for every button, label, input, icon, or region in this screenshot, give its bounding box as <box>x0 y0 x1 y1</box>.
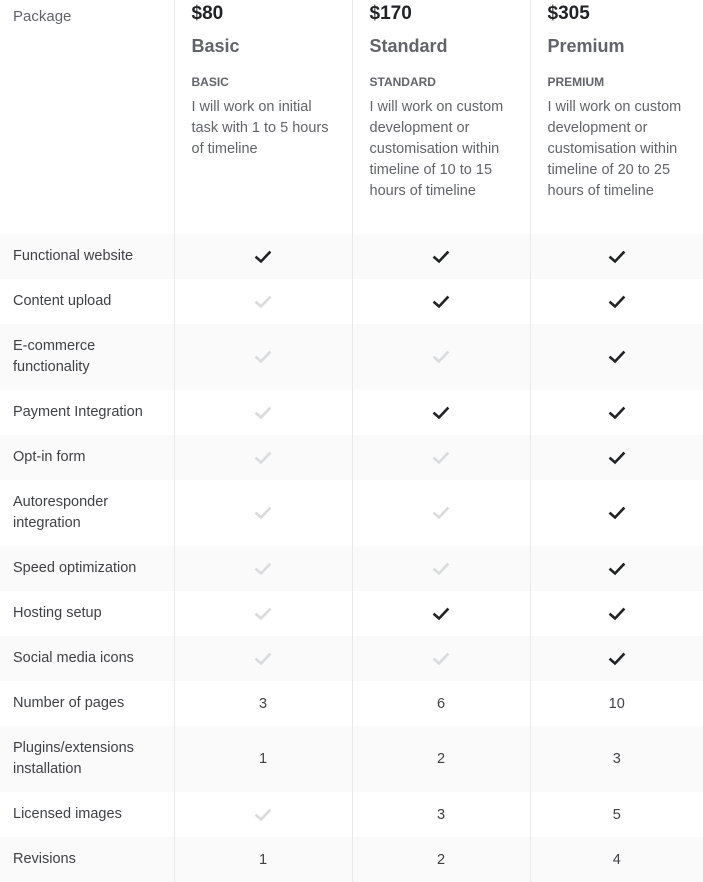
feature-label: Number of pages <box>13 695 125 711</box>
feature-value-cell <box>530 279 703 324</box>
feature-value-cell <box>352 324 530 390</box>
feature-row <box>0 480 703 546</box>
feature-value-cell <box>352 636 530 681</box>
feature-value: 6 <box>436 695 446 712</box>
feature-value-cell <box>530 390 703 435</box>
package-standard[interactable] <box>352 0 530 234</box>
checkmark-icon <box>432 404 450 422</box>
package-name: Basic <box>191 36 240 56</box>
package-basic[interactable] <box>174 0 352 234</box>
checkmark-muted-icon <box>432 504 450 522</box>
package-label: Package <box>13 8 72 25</box>
feature-label: Content upload <box>13 293 112 309</box>
feature-label: Opt-in form <box>0 435 174 480</box>
feature-row <box>0 546 703 591</box>
feature-value-cell <box>352 792 530 837</box>
feature-value-cell <box>352 591 530 636</box>
feature-label: Autoresponder integration <box>13 494 109 531</box>
feature-value-cell <box>352 435 530 480</box>
checkmark-muted-icon <box>432 449 450 467</box>
checkmark-icon <box>608 248 626 266</box>
feature-row <box>0 636 703 681</box>
feature-label: Speed optimization <box>0 546 174 591</box>
feature-label: Social media icons <box>0 636 174 681</box>
checkmark-icon <box>608 293 626 311</box>
feature-row <box>0 435 703 480</box>
package-price: $305 <box>547 3 590 24</box>
feature-value-cell <box>174 324 352 390</box>
checkmark-icon <box>608 605 626 623</box>
checkmark-muted-icon <box>432 560 450 578</box>
checkmark-icon <box>432 248 450 266</box>
checkmark-icon <box>254 248 272 266</box>
feature-value-cell <box>352 279 530 324</box>
feature-label: Hosting setup <box>13 605 102 621</box>
checkmark-muted-icon <box>254 605 272 623</box>
package-header-row <box>0 0 703 234</box>
feature-value-cell <box>352 681 530 726</box>
feature-value: 3 <box>436 806 446 823</box>
package-price: $170 <box>369 3 412 24</box>
feature-value-cell <box>352 837 530 882</box>
feature-label: Payment Integration <box>13 404 143 420</box>
feature-value-cell <box>530 234 703 279</box>
feature-label: Functional website <box>0 234 174 279</box>
feature-value-cell <box>174 480 352 546</box>
checkmark-muted-icon <box>254 806 272 824</box>
checkmark-muted-icon <box>254 650 272 668</box>
package-description: I will work on custom development or customisation within timeline of 10 to 15 hours of timeline <box>369 99 504 199</box>
checkmark-icon <box>608 560 626 578</box>
package-price: $80 <box>191 3 224 24</box>
checkmark-muted-icon <box>254 404 272 422</box>
feature-value-cell <box>352 390 530 435</box>
package-premium[interactable] <box>530 0 703 234</box>
feature-value-cell <box>174 726 352 792</box>
checkmark-muted-icon <box>254 560 272 578</box>
feature-value-cell <box>530 546 703 591</box>
checkmark-icon <box>432 293 450 311</box>
feature-value: 3 <box>258 695 268 712</box>
feature-value-cell <box>530 591 703 636</box>
feature-row <box>0 726 703 792</box>
checkmark-icon <box>432 605 450 623</box>
feature-value-cell <box>352 726 530 792</box>
feature-value-cell <box>174 435 352 480</box>
feature-value-cell <box>530 324 703 390</box>
feature-value-cell <box>174 837 352 882</box>
feature-row <box>0 279 703 324</box>
checkmark-muted-icon <box>254 449 272 467</box>
feature-value-cell <box>174 681 352 726</box>
feature-value-cell <box>174 636 352 681</box>
checkmark-icon <box>608 449 626 467</box>
package-tag: STANDARD <box>369 75 436 89</box>
feature-value: 3 <box>612 751 621 767</box>
feature-label: Revisions <box>0 837 174 882</box>
feature-value-cell <box>530 681 703 726</box>
checkmark-muted-icon <box>254 348 272 366</box>
feature-value-cell <box>174 390 352 435</box>
feature-row <box>0 234 703 279</box>
checkmark-icon <box>608 348 626 366</box>
feature-value: 2 <box>436 751 446 767</box>
feature-row <box>0 837 703 882</box>
feature-value: 10 <box>608 695 625 712</box>
feature-row <box>0 390 703 435</box>
package-label-cell <box>0 0 174 234</box>
checkmark-icon <box>608 650 626 668</box>
feature-value-cell <box>352 546 530 591</box>
feature-label: E-commerce functionality <box>0 324 174 390</box>
feature-value: 1 <box>258 851 268 868</box>
checkmark-muted-icon <box>432 348 450 366</box>
feature-row <box>0 591 703 636</box>
feature-value-cell <box>174 279 352 324</box>
feature-value-cell <box>352 480 530 546</box>
package-description: I will work on initial task with 1 to 5 hours of timeline <box>191 99 329 157</box>
feature-value-cell <box>174 792 352 837</box>
feature-value-cell <box>174 546 352 591</box>
feature-label: Licensed images <box>13 806 122 822</box>
package-tag: BASIC <box>191 75 229 89</box>
feature-row <box>0 792 703 837</box>
feature-value-cell <box>530 435 703 480</box>
feature-value: 5 <box>612 806 621 823</box>
feature-value-cell <box>174 591 352 636</box>
feature-value-cell <box>530 792 703 837</box>
checkmark-icon <box>608 504 626 522</box>
feature-row <box>0 324 703 390</box>
checkmark-muted-icon <box>254 504 272 522</box>
feature-value-cell <box>530 726 703 792</box>
checkmark-muted-icon <box>432 650 450 668</box>
feature-value: 2 <box>436 851 446 868</box>
feature-value-cell <box>352 234 530 279</box>
feature-value-cell <box>174 234 352 279</box>
package-tag: PREMIUM <box>547 75 605 89</box>
package-name: Premium <box>547 36 625 56</box>
feature-row <box>0 681 703 726</box>
feature-value: 4 <box>612 851 621 868</box>
feature-value: 1 <box>258 751 268 767</box>
checkmark-icon <box>608 404 626 422</box>
feature-label: Plugins/extensions installation <box>0 726 174 792</box>
package-name: Standard <box>369 36 448 56</box>
feature-value-cell <box>530 636 703 681</box>
feature-value-cell <box>530 480 703 546</box>
package-description: I will work on custom development or customisation within timeline of 20 to 25 hours of timeline <box>547 99 682 199</box>
checkmark-muted-icon <box>254 293 272 311</box>
feature-value-cell <box>530 837 703 882</box>
